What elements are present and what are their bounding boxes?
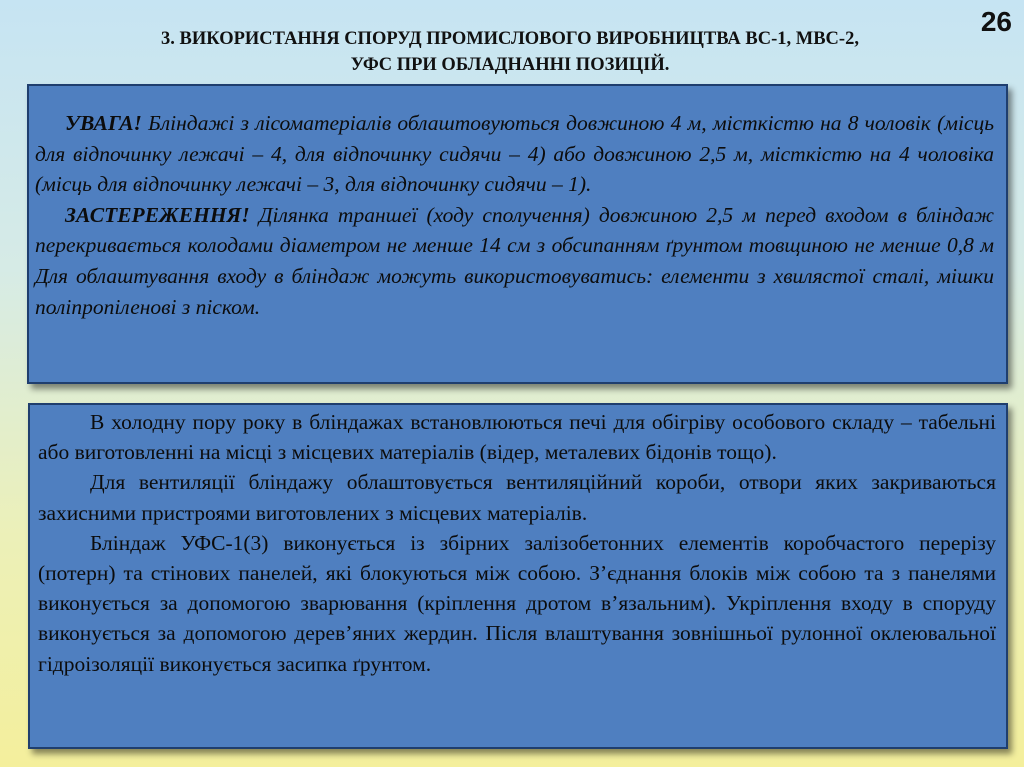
warning-paragraph [35,108,994,200]
warning-lead: УВАГА! [65,111,142,135]
heating-paragraph: В холодну пору року в бліндажах встановлюються печі для обігріву особового складу – табельні або виготовленні на місці з місцевих матеріалів (відер, металевих бідонів тощо). [38,410,996,465]
caution-paragraph [35,200,994,322]
page-number: 26 [980,6,1012,37]
warning-panel [27,84,1008,384]
caution-lead: ЗАСТЕРЕЖЕННЯ! [65,202,250,227]
ufs-paragraph: Бліндаж УФС-1(3) виконується із збірних залізобетонних елементів коробчастого перерізу (потерн) та стінових панелей, які блокуються між собою. З’єднання блоків між собою та з панелями виконується за допомогою зварювання (кріплення дротом в’язальним). Укріплення входу в споруду виконується за допомогою дерев’яних жердин. Після влаштування зовнішньої рулонної оклеювальної гідроізоляції виконується засипка ґрунтом. [38,530,996,676]
info-panel [28,403,1008,749]
caution-text: Ділянка траншеї (ходу сполучення) довжиною 2,5 м перед входом в бліндаж перекривається колодами діаметром не менше 14 см з обсипанням ґрунтом товщиною не менше 0,8 м Для облаштування входу в бліндаж можуть використовуватись: елементи з хвилястої сталі, мішки поліпропіленові з піском. [35,202,994,319]
warning-text: Бліндажі з лісоматеріалів облаштовуються довжиною 4 м, місткістю на 8 чоловік (місць для відпочинку лежачі – 4, для відпочинку сидячи – 4) або довжиною 2,5 м, місткістю на 4 чоловіка (місць для відпочинку лежачі – 3, для відпочинку сидячи – 1). [35,111,994,197]
slide-title-line-2: УФС ПРИ ОБЛАДНАННІ ПОЗИЦІЙ. [350,55,670,75]
slide-title [40,26,980,78]
ventilation-paragraph: Для вентиляції бліндажу облаштовується вентиляційний короби, отвори яких закриваються захисними пристроями виготовлених з місцевих матеріалів. [38,470,996,525]
slide-title-line-1: 3. ВИКОРИСТАННЯ СПОРУД ПРОМИСЛОВОГО ВИРОБНИЦТВА ВС-1, МВС-2, [161,29,859,49]
